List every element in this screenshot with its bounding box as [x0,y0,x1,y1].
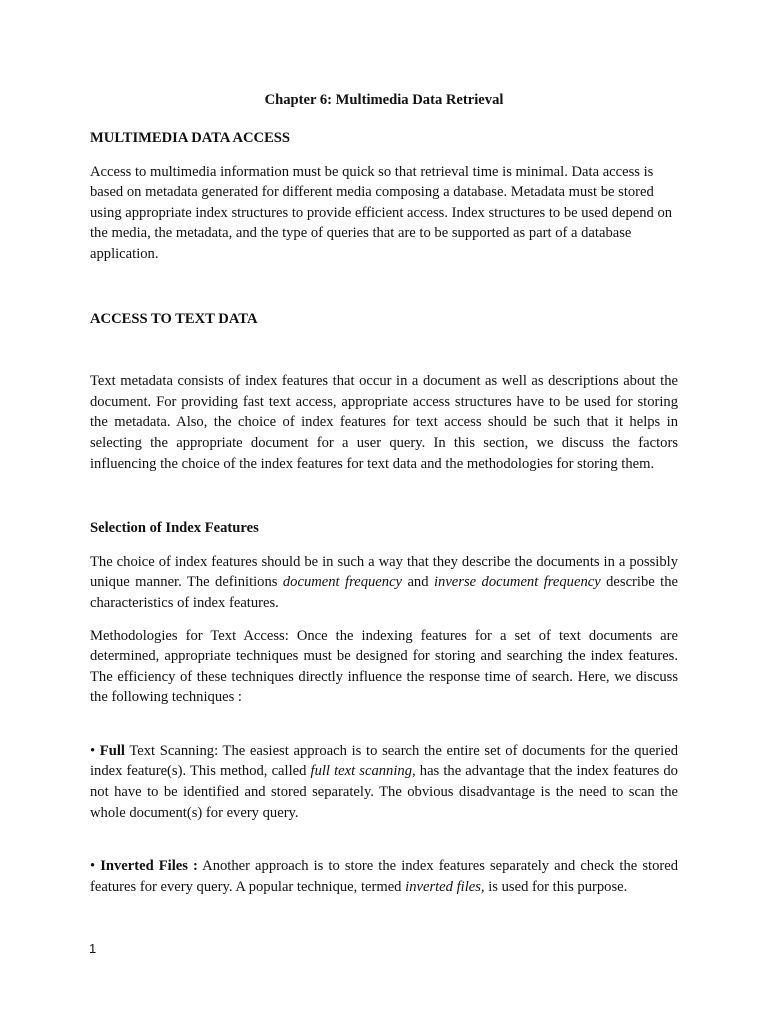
paragraph-multimedia-access: Access to multimedia information must be quick so that retrieval time is minimal. Data access is based on metadata generated for different media composing a database. Metadata must be stored using appropriate index structures to provide efficient access. Index structures to be used depend on the media, the metadata, and the type of queries that are to be supported as part of a database application. [90,163,673,262]
technique-label: Inverted Files : [100,858,198,875]
page-number: 1 [89,941,97,956]
term-document-frequency: document frequency [282,574,403,591]
term-inverse-document-frequency: inverse document frequency [433,574,601,591]
term-inverted-files: inverted files, [405,878,485,895]
text-span: Text Scanning: The easiest approach is to search the entire set of documents for the queried index feature(s). This method, called [90,742,678,780]
term-full-text-scanning: full text scanning, [310,763,416,780]
text-span: and [402,574,434,591]
text-span: is used for this purpose. [484,878,628,895]
section-heading-text-access: ACCESS TO TEXT DATA [90,310,258,327]
technique-inverted-files [90,856,678,897]
bullet: • [90,742,100,759]
text-span: Another approach is to store the index features separately and check the stored features for every query. A popular technique, termed [90,858,678,895]
section-heading-multimedia-access: MULTIMEDIA DATA ACCESS [90,130,291,146]
paragraph-index-features [90,552,678,614]
text-span: has the advantage that the index features do not have to be identified and stored separately. The obvious disadvantage is the need to scan the whole document(s) for every query. [90,763,678,821]
chapter-title: Chapter 6: Multimedia Data Retrieval [264,92,504,108]
technique-full-text-scanning [90,741,678,823]
paragraph-text-access: Text metadata consists of index features that occur in a document as well as descriptions about the document. For providing fast text access, appropriate access structures have to be used for storing the metadata. Also, the choice of index features for text access should be such that it helps in selecting the appropriate document for a user query. In this section, we discuss the factors influencing the choice of the index features for text data and the methodologies for storing them. [90,373,678,472]
document-page [90,88,678,897]
technique-label: Full [99,742,125,759]
bullet: • [90,858,101,875]
paragraph-methodologies: Methodologies for Text Access: Once the indexing features for a set of text documents are determined, appropriate techniques must be designed for storing and searching the index features. The efficiency of these techniques directly influence the response time of search. Here, we discuss the following techniques : [90,627,678,706]
text-span: describe the characteristics of index features. [90,574,679,611]
section-heading-index-features: Selection of Index Features [90,520,259,537]
text-span: The choice of index features should be in such a way that they describe the documents in a possibly unique manner. The definitions [90,553,678,591]
